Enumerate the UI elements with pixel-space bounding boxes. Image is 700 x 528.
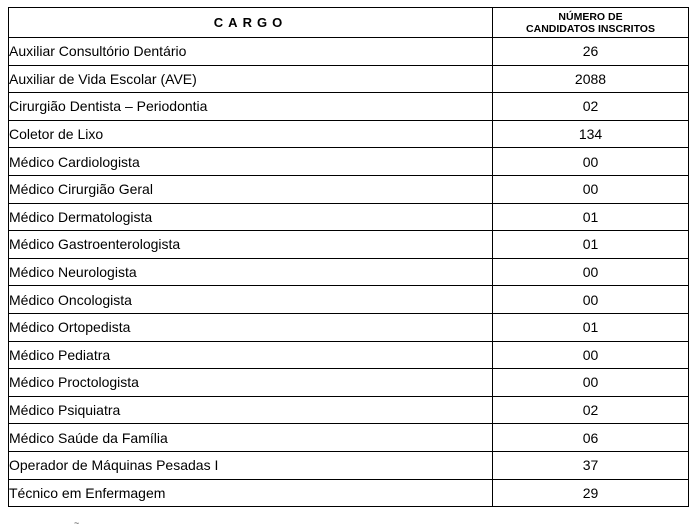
table-row [9,369,689,397]
inscritos-cell: 134 [493,120,689,148]
header-numero-candidatos [493,8,689,38]
table-row [9,451,689,479]
candidates-table [8,7,689,507]
inscritos-cell: 00 [493,175,689,203]
table-row [9,396,689,424]
header-numero-line2: CANDIDATOS INSCRITOS [526,22,655,35]
inscritos-cell: 26 [493,38,689,66]
footer-text-fragment: ~ [74,518,80,528]
cargo-cell: Médico Saúde da Família [9,424,493,452]
cargo-cell: Médico Cardiologista [9,148,493,176]
cargo-cell: Médico Cirurgião Geral [9,175,493,203]
inscritos-cell: 37 [493,451,689,479]
cargo-cell: Médico Gastroenterologista [9,231,493,259]
table-row [9,203,689,231]
table-row [9,175,689,203]
header-numero-line1: NÚMERO DE [558,10,623,23]
inscritos-cell: 02 [493,396,689,424]
inscritos-cell: 00 [493,369,689,397]
cargo-cell: Médico Ortopedista [9,313,493,341]
cargo-cell: Médico Proctologista [9,369,493,397]
table-row [9,65,689,93]
table-row [9,313,689,341]
table-row [9,120,689,148]
cargo-cell: Operador de Máquinas Pesadas I [9,451,493,479]
table-header-row [9,8,689,38]
inscritos-cell: 00 [493,148,689,176]
inscritos-cell: 02 [493,93,689,121]
cargo-cell: Médico Neurologista [9,258,493,286]
table-row [9,424,689,452]
inscritos-cell: 01 [493,231,689,259]
table-row [9,93,689,121]
cargo-cell: Auxiliar Consultório Dentário [9,38,493,66]
table-row [9,231,689,259]
cargo-cell: Auxiliar de Vida Escolar (AVE) [9,65,493,93]
cargo-cell: Médico Psiquiatra [9,396,493,424]
inscritos-cell: 00 [493,286,689,314]
inscritos-cell: 29 [493,479,689,507]
cargo-cell: Médico Dermatologista [9,203,493,231]
table-row [9,38,689,66]
inscritos-cell: 2088 [493,65,689,93]
table-row [9,148,689,176]
table-row [9,341,689,369]
inscritos-cell: 00 [493,341,689,369]
inscritos-cell: 01 [493,203,689,231]
inscritos-cell: 00 [493,258,689,286]
cargo-cell: Técnico em Enfermagem [9,479,493,507]
cargo-cell: Médico Pediatra [9,341,493,369]
table-row [9,286,689,314]
header-cargo: CARGO [9,8,493,38]
table-row [9,258,689,286]
cargo-cell: Cirurgião Dentista – Periodontia [9,93,493,121]
cargo-cell: Coletor de Lixo [9,120,493,148]
table-row [9,479,689,507]
table-body [9,38,689,507]
inscritos-cell: 01 [493,313,689,341]
inscritos-cell: 06 [493,424,689,452]
cargo-cell: Médico Oncologista [9,286,493,314]
